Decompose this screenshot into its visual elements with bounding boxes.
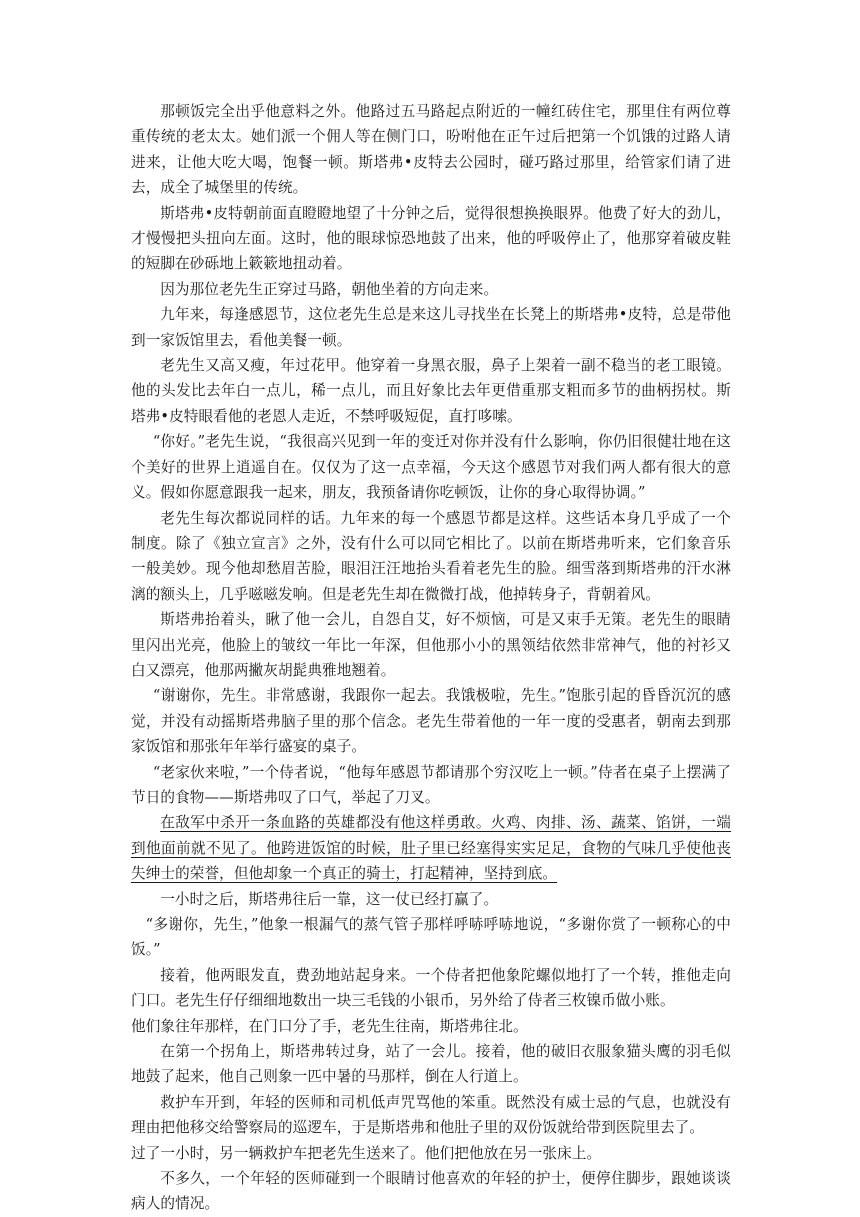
paragraph-19: 不多久，一个年轻的医师碰到一个眼睛讨他喜欢的年轻的护士，便停住脚步，跟她谈谈病人的情况。 <box>131 1170 731 1213</box>
paragraph-2: 斯塔弗•皮特朝前面直瞪瞪地望了十分钟之后，觉得很想换换眼界。他费了好大的劲儿，才慢慢把头扭向左面。这时，他的眼球惊恐地鼓了出来，他的呼吸停止了，他那穿着破皮鞋的短脚在砂砾地上簌簌地扭动着。 <box>131 204 731 273</box>
paragraph-5: 老先生又高又瘦，年过花甲。他穿着一身黑衣服，鼻子上架着一副不稳当的老工眼镜。他的头发比去年白一点儿，稀一点儿，而且好象比去年更借重那支粗而多节的曲柄拐杖。斯塔弗•皮特眼看他的老恩人走近，不禁呼吸短促，直打哆嗦。 <box>131 357 731 425</box>
paragraph-4: 九年来，每逢感恩节，这位老先生总是来这儿寻找坐在长凳上的斯塔弗•皮特，总是带他到一家饭馆里去，看他美餐一顿。 <box>131 306 731 349</box>
paragraph-10: “老家伙来啦，”一个侍者说，“他每年感恩节都请那个穷汉吃上一顿。”侍者在桌子上摆满了节日的食物——斯塔弗叹了口气，举起了刀叉。 <box>131 763 731 806</box>
story-body <box>131 99 731 1217</box>
paragraph-18: 过了一小时，另一辆救护车把老先生送来了。他们把他放在另一张床上。 <box>131 1144 602 1162</box>
paragraph-13: “多谢你，先生，”他象一根漏气的蒸气管子那样呼哧呼哧地说，“多谢你赏了一顿称心的中饭。” <box>131 916 731 959</box>
paragraph-16: 在第一个拐角上，斯塔弗转过身，站了一会儿。接着，他的破旧衣服象猫头鹰的羽毛似地鼓了起来，他自己则象一匹中暑的马那样，倒在人行道上。 <box>131 1043 731 1086</box>
paragraph-1: 那顿饭完全出乎他意料之外。他路过五马路起点附近的一幢红砖住宅，那里住有两位尊重传统的老太太。她们派一个佣人等在侧门口，吩咐他在正午过后把第一个饥饿的过路人请进来，让他大吃大喝，饱餐一顿。斯塔弗•皮特去公园时，碰巧路过那里，给管家们请了进去，成全了城堡里的传统。 <box>131 103 731 197</box>
paragraph-3: 因为那位老先生正穿过马路，朝他坐着的方向走来。 <box>160 280 499 298</box>
paragraph-6: “你好。”老先生说，“我很高兴见到一年的变迁对你并没有什么影响，你仍旧很健壮地在这个美好的世界上逍遥自在。仅仅为了这一点幸福，今天这个感恩节对我们两人都有很大的意义。假如你愿意跟我一起来，朋友，我预备请你吃顿饭，让你的身心取得协调。” <box>131 433 731 502</box>
paragraph-17: 救护车开到，年轻的医师和司机低声咒骂他的笨重。既然没有威士忌的气息，也就没有理由把他移交给警察局的巡逻车，于是斯塔弗和他肚子里的双份饭就给带到医院里去了。 <box>131 1093 731 1137</box>
paragraph-15: 他们象往年那样，在门口分了手，老先生往南，斯塔弗往北。 <box>131 1017 528 1035</box>
paragraph-12: 一小时之后，斯塔弗往后一靠，这一仗已经打赢了。 <box>160 890 499 908</box>
underlined-paragraph <box>131 810 731 886</box>
paragraph-9: “谢谢你，先生。非常感谢，我跟你一起去。我饿极啦，先生。”饱胀引起的昏昏沉沉的感觉，并没有动摇斯塔弗脑子里的那个信念。老先生带着他的一年一度的受惠者，朝南去到那家饭馆和那张年年举行盛宴的桌子。 <box>131 687 731 756</box>
paragraph-8: 斯塔弗抬着头，瞅了他一会儿，自怨自艾，好不烦恼，可是又束手无策。老先生的眼睛里闪出光亮，他脸上的皱纹一年比一年深，但他那小小的黑领结依然非常神气，他的衬衫又白又漂亮，他那两撇灰胡髭典雅地翘着。 <box>131 611 731 679</box>
paragraph-7: 老先生每次都说同样的话。九年来的每一个感恩节都是这样。这些话本身几乎成了一个制度。除了《独立宣言》之外，没有什么可以同它相比了。以前在斯塔弗听来，它们象音乐一般美妙。现今他却愁眉苦脸，眼泪汪汪地抬头看着老先生的脸。细雪落到斯塔弗的汗水淋漓的额头上，几乎嗞嗞发响。但是老先生却在微微打战，他掉转身子，背朝着风。 <box>131 509 731 603</box>
underlined-passage: 在敌军中杀开一条血路的英雄都没有他这样勇敢。火鸡、肉排、汤、蔬菜、馅饼，一端到他面前就不见了。他跨进饭馆的时候，肚子里已经塞得实实足足，食物的气味几乎使他丧失绅士的荣誉，但他却象一个真正的骑士，打起精神，坚持到底。 <box>131 814 731 883</box>
paragraph-14: 接着，他两眼发直，费劲地站起身来。一个侍者把他象陀螺似地打了一个转，推他走向门口。老先生仔仔细细地数出一块三毛钱的小银币，另外给了侍者三枚镍币做小账。 <box>131 966 731 1010</box>
